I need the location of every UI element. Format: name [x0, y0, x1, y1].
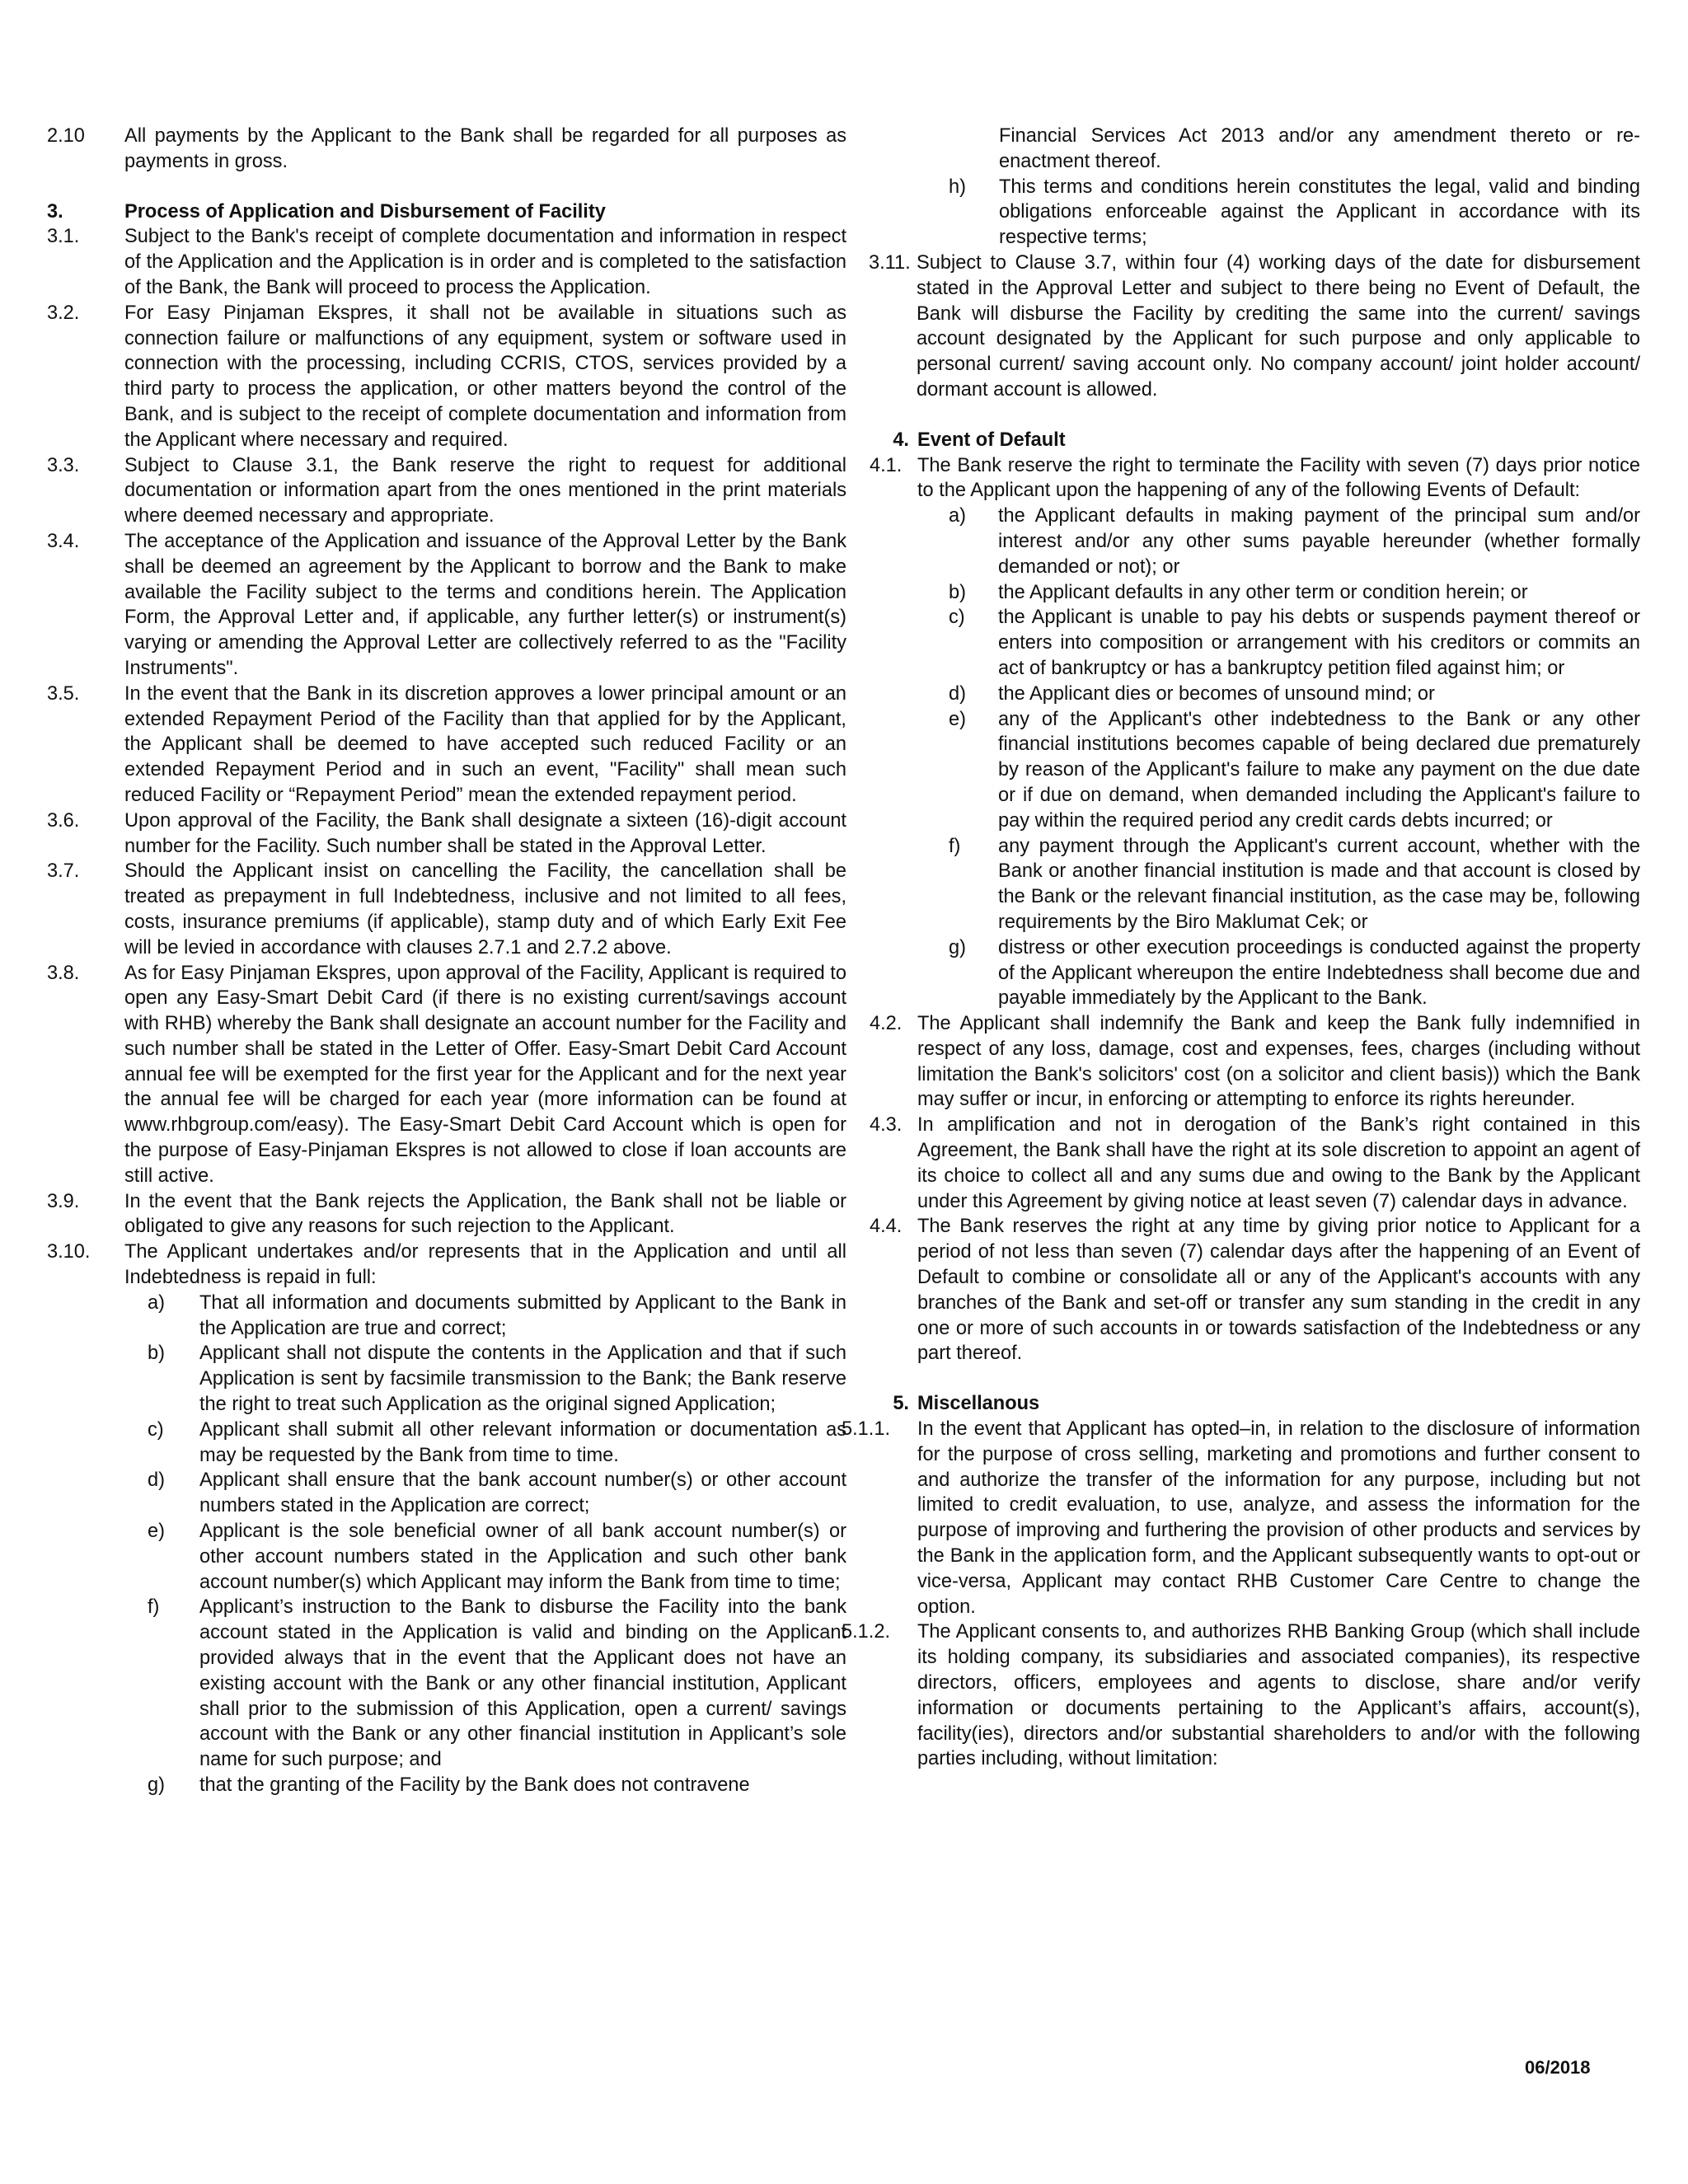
section-5-heading — [870, 1391, 1640, 1417]
list-item — [148, 1773, 846, 1798]
clause-text: The Applicant shall indemnify the Bank and keep the Bank fully indemnified in respect of any loss, damage, cost and expenses, fees, charges (including without limitation the Bank's solicitors' cost (on a solicitor and client basis)) which the Bank may suffer or incur, in enforcing or attempting to enforce its rights hereunder. — [917, 1013, 1640, 1111]
item-letter: b) — [148, 1343, 165, 1365]
item-letter: d) — [148, 1469, 165, 1492]
clause-number: 5.1.2. — [842, 1621, 891, 1643]
clause-text: For Easy Pinjaman Ekspres, it shall not be available in situations such as connection failure or malfunctions of any equipment, system or software used in connection with the processing, including CCRIS, CTOS, services provided by a third party to process the application, or other matters beyond the control of the Bank, and is subject to the receipt of complete documentation and information from the Applicant where necessary and required. — [124, 302, 846, 451]
clause-text: In amplification and not in derogation of the Bank’s right contained in this Agreement, the Bank shall have the right at its sole discretion to appoint an agent of its choice to collect all and any sums due and owing to the Bank by the Applicant under this Agreement by giving notice at least seven (7) calendar days in advance. — [917, 1114, 1640, 1212]
clause-4-3 — [870, 1113, 1640, 1214]
clause-number: 3.5. — [47, 682, 80, 705]
clause-text: Subject to the Bank's receipt of complete documentation and information in respect of the Application and the Application is in order and is completed to the satisfaction of the Bank, the Bank will proceed to process the Application. — [124, 226, 846, 298]
clause-text: In the event that the Bank in its discretion approves a lower principal amount or an extended Repayment Period of the Facility than that applied for by the Applicant, the Applicant shall be deemed to have accepted such reduced Facility or an extended Repayment Period and in such an event, "Facility" shall mean such reduced Facility or “Repayment Period” mean the extended repayment period. — [124, 682, 846, 806]
clause-number: 3.3. — [47, 454, 80, 476]
clause-text: In the event that Applicant has opted–in, in relation to the disclosure of information for the purpose of cross selling, marketing and promotions and further consent to and authorize the transfer of the information for any purpose, including but not limited to credit evaluation, to use, analyze, and assess the information for the purpose of improving and furthering the provision of other products and services by the Bank in the application form, and the Applicant subsequently wants to opt-out or vice-versa, Applicant may contact RHB Customer Care Centre to change the option. — [917, 1418, 1640, 1618]
item-letter: f) — [148, 1596, 160, 1619]
clause-3-3 — [47, 453, 846, 529]
clause-text: The Applicant undertakes and/or represents that in the Application and until all Indebtedness is repaid in full: — [124, 1241, 846, 1289]
document-version-code: 06/2018 — [1525, 2057, 1591, 2078]
clause-3-9 — [47, 1189, 846, 1240]
item-letter: h) — [949, 176, 966, 198]
clause-text: As for Easy Pinjaman Ekspres, upon approval of the Facility, Applicant is required to open any Easy-Smart Debit Card (if there is no existing current/savings account with RHB) whereby the Bank shall designate an account number for the Facility and such number shall be stated in the Letter of Offer. Easy-Smart Debit Card Account annual fee will be exempted for the first year for the Applicant and for the next year the annual fee will be charged for each year (more information can be found at www.rhbgroup.com/easy). The Easy-Smart Debit Card Account which is open for the purpose of Easy-Pinjaman Ekspres is not allowed to close if loan accounts are still active. — [124, 962, 846, 1187]
item-text: Applicant shall not dispute the contents in the Application and that if such Application is sent by facsimile transmission to the Bank; the Bank reserve the right to treat such Application as the original signed Application; — [199, 1343, 846, 1416]
clause-number: 3.1. — [47, 226, 80, 248]
list-item — [949, 504, 1640, 579]
item-letter: c) — [148, 1418, 164, 1441]
item-text: Applicant shall submit all other relevant information or documentation as may be requested by the Bank from time to time. — [199, 1418, 846, 1466]
clause-3-5 — [47, 682, 846, 808]
clause-3-7 — [47, 859, 846, 960]
clause-number: 4.3. — [870, 1114, 903, 1137]
clause-number: 3.2. — [47, 302, 80, 324]
section-title: Process of Application and Disbursement of Facility — [124, 200, 606, 223]
clause-number: 4.4. — [870, 1216, 903, 1238]
clause-3-10 — [47, 1240, 846, 1291]
spacer — [47, 175, 846, 199]
clause-text: Should the Applicant insist on cancelling the Facility, the cancellation shall be treated as prepayment in full Indebtedness, inclusive and not limited to all fees, costs, insurance premiums (if applicable), stamp duty and of which Early Exit Fee will be levied in accordance with clauses 2.7.1 and 2.7.2 above. — [124, 860, 846, 958]
list-item — [949, 580, 1640, 606]
item-text: distress or other execution proceedings is conducted against the property of the Applicant whereupon the entire Indebtedness shall become due and payable immediately by the Applicant to the Bank. — [998, 936, 1640, 1010]
item-letter: a) — [148, 1291, 165, 1314]
clause-3-4 — [47, 529, 846, 682]
clause-number: 3.4. — [47, 530, 80, 552]
clause-3-2 — [47, 301, 846, 453]
clause-text: Subject to Clause 3.7, within four (4) working days of the date for disbursement stated in the Approval Letter and subject to there being no Event of Default, the Bank will disburse the Facility by crediting the same into the current/ savings account designated by the Applicant for such purpose and only applicable to personal current/ saving account only. No company account/ joint holder account/ dormant account is allowed. — [917, 251, 1640, 401]
item-text: Applicant shall ensure that the bank account number(s) or other account numbers stated in the Application are correct; — [199, 1469, 846, 1517]
list-item — [949, 935, 1640, 1011]
clause-text: In the event that the Bank rejects the Application, the Bank shall not be liable or obligated to give any reasons for such rejection to the Applicant. — [124, 1190, 846, 1238]
right-column — [842, 124, 1640, 1772]
section-title: Event of Default — [917, 429, 1066, 451]
item-text: any payment through the Applicant's current account, whether with the Bank or another financial institution is made and that account is closed by the Bank or the relevant financial institution, as the case may be, following requirements by the Biro Maklumat Cek; or — [998, 835, 1640, 933]
clause-number: 3.8. — [47, 962, 80, 984]
item-text: Applicant is the sole beneficial owner of all bank account number(s) or other account numbers stated in the Application and such other bank account number(s) which Applicant may inform the Bank from time to time; — [199, 1521, 846, 1593]
item-text: that the granting of the Facility by the Bank does not contravene — [199, 1774, 750, 1796]
clause-text: All payments by the Applicant to the Bank shall be regarded for all purposes as payments in gross. — [124, 125, 846, 172]
clause-4-1 — [870, 453, 1640, 504]
spacer — [870, 1366, 1640, 1391]
item-letter: d) — [949, 682, 966, 705]
list-item — [148, 1468, 846, 1519]
clause-text: Upon approval of the Facility, the Bank shall designate a sixteen (16)-digit account number for the Facility. Such number shall be stated in the Approval Letter. — [124, 809, 846, 857]
list-item — [148, 1519, 846, 1595]
list-item — [949, 834, 1640, 935]
section-number: 3. — [47, 200, 63, 223]
clause-4-4 — [870, 1214, 1640, 1366]
item-text: Applicant’s instruction to the Bank to disburse the Facility into the bank account stated in the Application is valid and binding on the Applicant provided always that in the event that the Applicant does not have an existing account with the Bank or any other financial institution, Applicant shall prior to the submission of this Application, open a current/ savings account with the Bank or any other financial institution in Applicant’s sole name for such purpose; and — [199, 1596, 846, 1771]
clause-5-1-1 — [842, 1417, 1640, 1619]
item-letter: f) — [949, 835, 961, 857]
spacer — [870, 403, 1640, 428]
clause-text: The Bank reserve the right to terminate the Facility with seven (7) days prior notice to the Applicant upon the happening of any of the following Events of Default: — [917, 454, 1640, 502]
item-text: any of the Applicant's other indebtedness to the Bank or any other financial institutions becomes capable of being declared due prematurely by reason of the Applicant's failure to make any payment on the due date or if due on demand, when demanded including the Applicant's failure to pay within the required period any credit cards debts incurred; or — [998, 708, 1640, 832]
clause-text: The Bank reserves the right at any time by giving prior notice to Applicant for a period of not less than seven (7) calendar days after the happening of an Event of Default to combine or consolidate all or any of the Applicant's accounts with any branches of the Bank and set-off or transfer any sum standing in the credit in any one or more of such accounts in or towards satisfaction of the Indebtedness or any part thereof. — [917, 1216, 1640, 1365]
item-letter: e) — [148, 1521, 165, 1543]
section-number: 5. — [893, 1393, 909, 1415]
list-item — [148, 1418, 846, 1469]
section-title: Miscellanous — [917, 1393, 1040, 1415]
clause-text: The acceptance of the Application and issuance of the Approval Letter by the Bank shall be deemed an agreement by the Applicant to borrow and the Bank to make available the Facility subject to the terms and conditions herein. The Application Form, the Approval Letter and, if applicable, any further letter(s) or instrument(s) varying or amending the Approval Letter are collectively referred to as the "Facility Instruments". — [124, 530, 846, 679]
list-item — [148, 1291, 846, 1342]
clause-continuation: Financial Services Act 2013 and/or any amendment thereto or re-enactment thereof. — [999, 125, 1640, 172]
list-item — [148, 1341, 846, 1417]
item-text: the Applicant defaults in any other term or condition herein; or — [998, 581, 1528, 603]
list-item — [148, 1595, 846, 1773]
list-item — [949, 682, 1640, 707]
clause-text: The Applicant consents to, and authorizes RHB Banking Group (which shall include its holding company, its subsidiaries and associated companies), its respective directors, officers, employees and agents to disclose, share and/or verify information or documents pertaining to the Applicant’s affairs, account(s), facility(ies), directors and/or substantial shareholders to and/or with the following parties including, without limitation: — [917, 1621, 1640, 1770]
item-letter: e) — [949, 708, 966, 730]
clause-number: 3.7. — [47, 860, 80, 883]
item-text: This terms and conditions herein constitutes the legal, valid and binding obligations enforceable against the Applicant in accordance with its respective terms; — [999, 176, 1640, 249]
clause-number: 3.9. — [47, 1190, 80, 1212]
list-item — [949, 707, 1640, 834]
item-text: the Applicant dies or becomes of unsound mind; or — [998, 682, 1435, 705]
list-item — [949, 175, 1640, 251]
clause-3-1 — [47, 224, 846, 300]
section-number: 4. — [893, 429, 909, 451]
item-letter: b) — [949, 581, 966, 603]
clause-4-2 — [870, 1011, 1640, 1113]
clause-number: 5.1.1. — [842, 1418, 891, 1441]
item-letter: a) — [949, 505, 966, 527]
clause-number: 3.11. — [869, 251, 911, 274]
clause-number: 4.1. — [870, 454, 903, 476]
clause-2-10 — [47, 124, 846, 175]
clause-number: 3.10. — [47, 1241, 91, 1263]
item-text: That all information and documents submitted by Applicant to the Bank in the Application are true and correct; — [199, 1291, 846, 1339]
clause-3-6 — [47, 808, 846, 860]
item-text: the Applicant defaults in making payment of the principal sum and/or interest and/or any other sums payable hereunder (whether formally demanded or not); or — [998, 505, 1640, 578]
clause-5-1-2 — [842, 1619, 1640, 1772]
clause-3-11 — [869, 251, 1640, 403]
clause-3-8 — [47, 961, 846, 1189]
clause-text: Subject to Clause 3.1, the Bank reserve the right to request for additional documentation or information apart from the ones mentioned in the print materials where deemed necessary and appropriate. — [124, 454, 846, 527]
item-text: the Applicant is unable to pay his debts or suspends payment thereof or enters into composition or arrangement with his creditors or commits an act of bankruptcy or has a bankruptcy petition filed against him; or — [998, 607, 1640, 679]
section-3-heading — [47, 199, 846, 225]
item-letter: g) — [148, 1774, 165, 1796]
left-column — [47, 124, 846, 1798]
clause-number: 4.2. — [870, 1013, 903, 1035]
clause-number: 3.6. — [47, 809, 80, 832]
list-item — [949, 605, 1640, 681]
section-4-heading — [870, 428, 1640, 453]
clause-number: 2.10 — [47, 125, 85, 147]
item-letter: c) — [949, 607, 965, 629]
item-letter: g) — [949, 936, 966, 958]
